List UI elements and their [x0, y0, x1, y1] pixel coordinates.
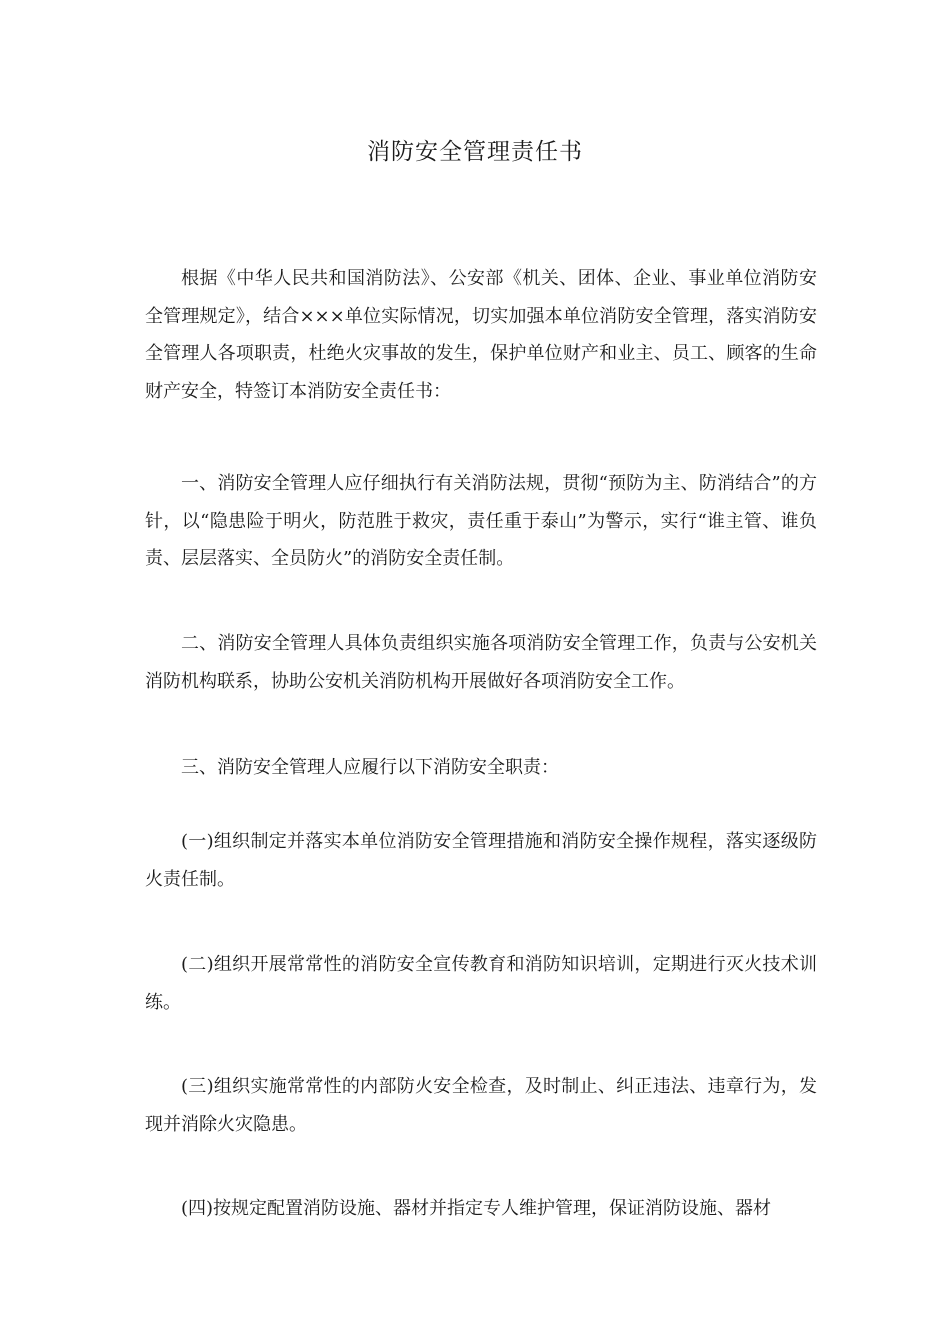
paragraph-subclause-4: (四)按规定配置消防设施、器材并指定专人维护管理，保证消防设施、器材: [181, 1198, 772, 1219]
paragraph-clause-3: 三、消防安全管理人应履行以下消防安全职责：: [181, 757, 559, 778]
paragraph-subclause-3: (三)组织实施常常性的内部防火安全检查，及时制止、纠正违法、违章行为，发现并消除火灾隐患。: [145, 1076, 817, 1135]
paragraph-clause-2: 二、消防安全管理人具体负责组织实施各项消防安全管理工作，负责与公安机关消防机构联系，协助公安机关消防机构开展做好各项消防安全工作。: [145, 633, 817, 692]
paragraph-subclause-1: (一)组织制定并落实本单位消防安全管理措施和消防安全操作规程，落实逐级防火责任制。: [145, 831, 817, 890]
paragraph-clause-1: 一、消防安全管理人应仔细执行有关消防法规，贯彻“预防为主、防消结合”的方针，以“隐患险于明火，防范胜于救灾，责任重于泰山”为警示，实行“谁主管、谁负责、层层落实、全员防火”的消防安全责任制。: [145, 473, 817, 569]
paragraph-intro: 根据《中华人民共和国消防法》、公安部《机关、团体、企业、事业单位消防安全管理规定》，结合×××单位实际情况，切实加强本单位消防安全管理，落实消防安全管理人各项职责，杜绝火灾事故的发生，保护单位财产和业主、员工、顾客的生命财产安全，特签订本消防安全责任书：: [145, 268, 817, 402]
document-title: 消防安全管理责任书: [367, 139, 583, 165]
paragraph-subclause-2: (二)组织开展常常性的消防安全宣传教育和消防知识培训，定期进行灭火技术训练。: [145, 954, 817, 1013]
